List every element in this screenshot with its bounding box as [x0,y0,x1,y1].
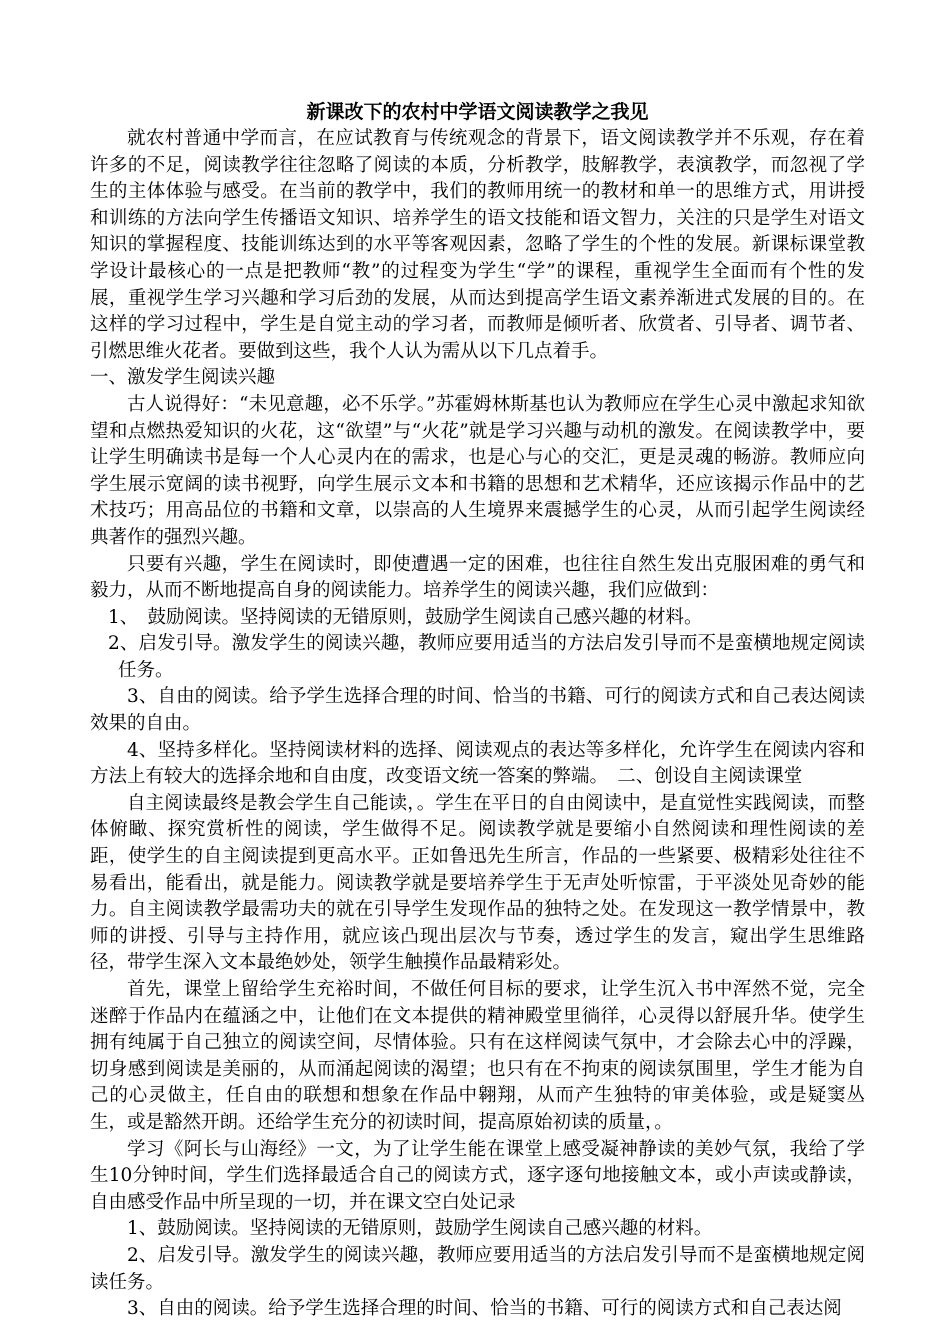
paragraph: 首先，课堂上留给学生充裕时间，不做任何目标的要求，让学生沉入书中浑然不觉，完全迷醉于作品内在蕴涵之中，让他们在文本提供的精神殿堂里徜徉，心灵得以舒展升华。使学生拥有纯属于自己独立的阅读空间，尽情体验。只有在这样阅读气氛中，才会除去心中的浮躁，切身感到阅读是美丽的，从而涌起阅读的渴望；也只有在不拘束的阅读氛围里，学生才能为自己的心灵做主，任自由的联想和想象在作品中翱翔，从而产生独特的审美体验，或是疑窦丛生，或是豁然开朗。还给学生充分的初读时间，提高原始初读的质量，。 [90,979,865,1133]
document-body [90,126,865,1323]
paragraph: 自主阅读最终是教会学生自己能读，。学生在平日的自由阅读中，是直觉性实践阅读，而整体俯瞰、探究赏析性的阅读，学生做得不足。阅读教学就是要缩小自然阅读和理性阅读的差距，使学生的自主阅读提到更高水平。正如鲁迅先生所言，作品的一些紧要、极精彩处往往不易看出，能看出，就是能力。阅读教学就是要培养学生于无声处听惊雷，于平淡处见奇妙的能力。自主阅读教学最需功夫的就在引导学生发现作品的独特之处。在发现这一教学情景中，教师的讲授、引导与主持作用，就应该凸现出层次与节奏，透过学生的发言，窥出学生思维路径，带学生深入文本最绝妙处，领学生触摸作品最精彩处。 [90,792,865,974]
paragraph: 1、 鼓励阅读。坚持阅读的无错原则，鼓励学生阅读自己感兴趣的材料。 [108,606,703,628]
paragraph: 只要有兴趣，学生在阅读时，即使遭遇一定的困难，也往往自然生发出克服困难的勇气和毅力，从而不断地提高自身的阅读能力。培养学生的阅读兴趣，我们应做到： [90,553,865,602]
paragraph: 1、鼓励阅读。坚持阅读的无错原则，鼓励学生阅读自己感兴趣的材料。 [127,1218,713,1240]
paragraph: 4、坚持多样化。坚持阅读材料的选择、阅读观点的表达等多样化，允许学生在阅读内容和方法上有较大的选择余地和自由度，改变语文统一答案的弊端。 二、创设自主阅读课堂 [90,739,865,788]
document-page [90,98,865,1323]
paragraph: 2、启发引导。激发学生的阅读兴趣，教师应要用适当的方法启发引导而不是蛮横地规定阅读任务。 [108,633,865,681]
paragraph: 2、启发引导。激发学生的阅读兴趣，教师应要用适当的方法启发引导而不是蛮横地规定阅读任务。 [90,1244,865,1293]
section-heading: 一、激发学生阅读兴趣 [90,367,276,389]
paragraph: 古人说得好：“未见意趣，必不乐学。”苏霍姆林斯基也认为教师应在学生心灵中激起求知欲望和点燃热爱知识的火花，这“欲望”与“火花”就是学习兴趣与动机的激发。在阅读教学中，要让学生明确读书是每一个人心灵内在的需求，也是心与心的交汇，更是灵魂的畅游。教师应向学生展示宽阔的读书视野，向学生展示文本和书籍的思想和艺术精华，还应该揭示作品中的艺术技巧；用高品位的书籍和文章，以崇高的人生境界来震撼学生的心灵，从而引起学生阅读经典著作的强烈兴趣。 [90,393,865,548]
document-title: 新课改下的农村中学语文阅读教学之我见 [306,101,649,123]
paragraph: 学习《阿长与山海经》一文，为了让学生能在课堂上感受凝神静读的美妙气氛，我给了学生10分钟时间，学生们选择最适合自己的阅读方式，逐字逐句地接触文本，或小声读或静读，自由感受作品中所呈现的一切，并在课文空白处记录 [90,1138,865,1213]
paragraph: 就农村普通中学而言，在应试教育与传统观念的背景下，语文阅读教学并不乐观，存在着许多的不足，阅读教学往往忽略了阅读的本质，分析教学，肢解教学，表演教学，而忽视了学生的主体体验与感受。在当前的教学中，我们的教师用统一的教材和单一的思维方式，用讲授和训练的方法向学生传播语文知识、培养学生的语文技能和语文智力，关注的只是学生对语文知识的掌握程度、技能训练达到的水平等客观因素，忽略了学生的个性的发展。新课标课堂教学设计最核心的一点是把教师“教”的过程变为学生“学”的课程，重视学生全面而有个性的发展，重视学生学习兴趣和学习后劲的发展，从而达到提高学生语文素养渐进式发展的目的。在这样的学习过程中，学生是自觉主动的学习者，而教师是倾听者、欣赏者、引导者、调节者、引燃思维火花者。要做到这些，我个人认为需从以下几点着手。 [90,128,865,362]
paragraph: 3、自由的阅读。给予学生选择合理的时间、恰当的书籍、可行的阅读方式和自己表达阅 [127,1298,842,1320]
paragraph: 3、自由的阅读。给予学生选择合理的时间、恰当的书籍、可行的阅读方式和自己表达阅读效果的自由。 [90,686,865,735]
